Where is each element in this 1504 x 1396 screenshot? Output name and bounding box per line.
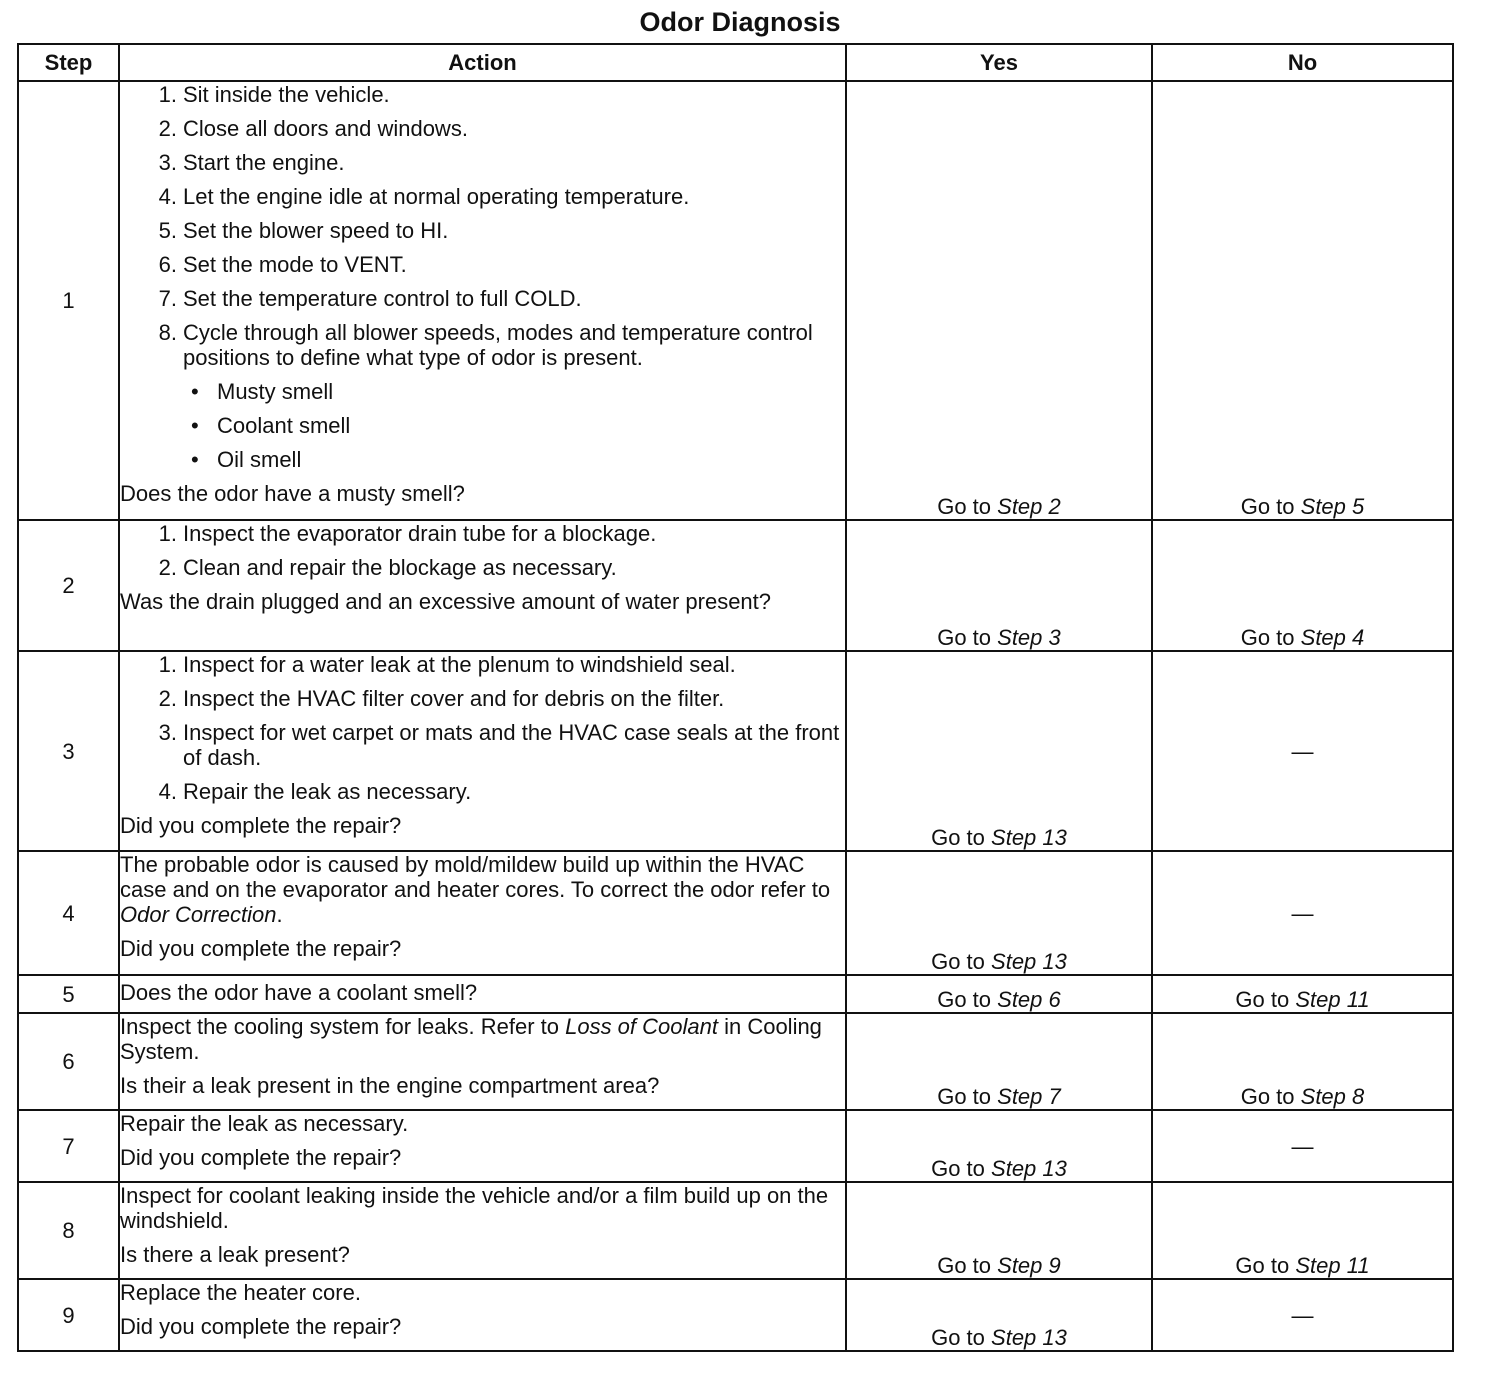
goto-label: Go to — [1240, 494, 1295, 519]
item-text: Set the blower speed to HI. — [183, 218, 449, 243]
action-list — [120, 652, 845, 804]
bullet-icon: • — [191, 413, 199, 438]
goto-label: Go to — [937, 987, 992, 1012]
step-word: Step — [997, 494, 1043, 519]
item-text: Start the engine. — [183, 150, 345, 175]
no-cell — [1152, 1013, 1453, 1110]
action-list — [120, 82, 845, 472]
bullet-text: Coolant smell — [217, 413, 351, 438]
table-row — [18, 81, 1453, 520]
yes-cell — [846, 1182, 1152, 1279]
question-text: Did you complete the repair? — [120, 936, 402, 961]
item-text-with-bullets — [177, 320, 845, 472]
goto-label: Go to — [937, 625, 992, 650]
step-word: Step — [997, 1253, 1043, 1278]
dash: — — [1291, 738, 1314, 764]
item-number: 8. — [158, 320, 177, 345]
item-text: Cycle through all blower speeds, modes and temperature control positions to define what type of odor is present. — [183, 320, 813, 370]
bullet-icon: • — [191, 447, 199, 472]
table-row — [18, 851, 1453, 975]
list-item — [120, 521, 845, 546]
action-cell — [119, 520, 846, 651]
action-paragraph — [120, 852, 845, 927]
no-cell — [1152, 1110, 1453, 1182]
action-paragraph: Repair the leak as necessary. — [120, 1111, 409, 1136]
table-row — [18, 651, 1453, 851]
step-word: Step — [991, 825, 1037, 850]
goto-label: Go to — [931, 1325, 985, 1350]
goto-label: Go to — [1235, 1253, 1290, 1278]
table-row — [18, 1110, 1453, 1182]
reference-link[interactable]: Loss of Coolant — [565, 1014, 718, 1039]
list-item — [120, 116, 845, 141]
table-row — [18, 1182, 1453, 1279]
step-number: 8 — [18, 1182, 119, 1279]
list-item — [120, 652, 845, 677]
action-paragraph: Replace the heater core. — [120, 1280, 361, 1305]
goto-step-link[interactable]: 4 — [1352, 625, 1365, 650]
action-cell — [119, 1013, 846, 1110]
item-number: 1. — [158, 82, 177, 107]
goto-label: Go to — [931, 825, 985, 850]
step-word: Step — [991, 1156, 1037, 1181]
goto-step-link[interactable]: 2 — [1048, 494, 1061, 519]
step-number: 1 — [18, 81, 119, 520]
step-number: 6 — [18, 1013, 119, 1110]
no-cell — [1152, 1279, 1453, 1351]
question-text: Is their a leak present in the engine compartment area? — [120, 1073, 660, 1098]
yes-cell — [846, 975, 1152, 1013]
bullet-item — [183, 413, 845, 438]
step-word: Step — [1295, 1253, 1341, 1278]
goto-step-link[interactable]: 5 — [1352, 494, 1365, 519]
odor-type-list — [183, 379, 845, 472]
step-number: 7 — [18, 1110, 119, 1182]
step-number: 3 — [18, 651, 119, 851]
goto-step-link[interactable]: 9 — [1048, 1253, 1061, 1278]
step-number: 2 — [18, 520, 119, 651]
action-paragraph: Inspect for coolant leaking inside the vehicle and/or a film build up on the windshield. — [120, 1183, 829, 1233]
item-number: 7. — [158, 286, 177, 311]
goto-step-link[interactable]: 6 — [1048, 987, 1061, 1012]
item-number: 1. — [158, 521, 177, 546]
list-item — [120, 720, 845, 770]
list-item — [120, 184, 845, 209]
goto-label: Go to — [1240, 1084, 1295, 1109]
yes-cell — [846, 1110, 1152, 1182]
no-cell — [1152, 851, 1453, 975]
question-text: Is there a leak present? — [120, 1242, 350, 1267]
step-word: Step — [997, 1084, 1043, 1109]
goto-step-link[interactable]: 11 — [1346, 987, 1370, 1012]
yes-cell — [846, 1279, 1152, 1351]
step-number: 4 — [18, 851, 119, 975]
list-item — [120, 686, 845, 711]
question-text: Did you complete the repair? — [120, 813, 402, 838]
action-paragraph — [120, 1014, 845, 1064]
table-row — [18, 975, 1453, 1013]
goto-step-link[interactable]: 13 — [1042, 825, 1067, 850]
list-item — [120, 218, 845, 243]
goto-label: Go to — [937, 1084, 992, 1109]
question-text: Does the odor have a musty smell? — [120, 481, 465, 506]
step-word: Step — [1300, 494, 1346, 519]
step-word: Step — [1300, 1084, 1346, 1109]
item-number: 3. — [158, 720, 177, 745]
step-word: Step — [997, 987, 1043, 1012]
item-text: Inspect the HVAC filter cover and for debris on the filter. — [183, 686, 725, 711]
list-item — [120, 150, 845, 175]
table-row — [18, 1279, 1453, 1351]
action-cell — [119, 1279, 846, 1351]
yes-cell — [846, 81, 1152, 520]
item-number: 3. — [158, 150, 177, 175]
item-text: Inspect the evaporator drain tube for a blockage. — [183, 521, 657, 546]
yes-cell — [846, 520, 1152, 651]
step-word: Step — [991, 1325, 1037, 1350]
list-item — [120, 286, 845, 311]
action-cell — [119, 1182, 846, 1279]
step-word: Step — [1300, 625, 1346, 650]
yes-cell — [846, 1013, 1152, 1110]
goto-step-link[interactable]: 11 — [1346, 1253, 1370, 1278]
step-word: Step — [997, 625, 1043, 650]
step-number: 9 — [18, 1279, 119, 1351]
bullet-item — [183, 379, 845, 404]
item-text: Sit inside the vehicle. — [183, 82, 390, 107]
list-item — [120, 82, 845, 107]
action-cell — [119, 851, 846, 975]
dash: — — [1291, 1302, 1314, 1328]
item-number: 2. — [158, 686, 177, 711]
action-cell — [119, 1110, 846, 1182]
step-word: Step — [991, 949, 1037, 974]
header-yes: Yes — [846, 44, 1152, 81]
yes-cell — [846, 851, 1152, 975]
dash: — — [1291, 900, 1314, 926]
question-text: Did you complete the repair? — [120, 1145, 402, 1170]
goto-label: Go to — [931, 1156, 985, 1181]
goto-step-link[interactable]: 8 — [1352, 1084, 1365, 1109]
question-text: Was the drain plugged and an excessive amount of water present? — [120, 589, 772, 614]
bullet-icon: • — [191, 379, 199, 404]
action-text: Inspect the cooling system for leaks. Refer to — [120, 1014, 566, 1039]
item-text: Clean and repair the blockage as necessary. — [183, 555, 617, 580]
item-text: Set the temperature control to full COLD. — [183, 286, 582, 311]
goto-label: Go to — [1235, 987, 1290, 1012]
reference-link[interactable]: Odor Correction — [120, 902, 277, 927]
action-cell — [119, 651, 846, 851]
bullet-text: Musty smell — [217, 379, 334, 404]
header-no: No — [1152, 44, 1453, 81]
header-row — [18, 44, 1453, 81]
goto-label: Go to — [931, 949, 985, 974]
action-text: in Cooling System. — [120, 1014, 822, 1064]
header-action: Action — [119, 44, 846, 81]
item-text: Set the mode to VENT. — [183, 252, 407, 277]
step-number: 5 — [18, 975, 119, 1013]
item-text: Inspect for a water leak at the plenum to windshield seal. — [183, 652, 736, 677]
goto-step-link[interactable]: 7 — [1048, 1084, 1061, 1109]
action-list — [120, 521, 845, 580]
dash: — — [1291, 1133, 1314, 1159]
goto-step-link[interactable]: 13 — [1042, 949, 1067, 974]
list-item — [120, 555, 845, 580]
action-text: The probable odor is caused by mold/mildew build up within the HVAC case and on the evaporator and heater cores. To correct the odor refer to — [120, 852, 831, 902]
yes-cell — [846, 651, 1152, 851]
action-text: . — [276, 902, 283, 927]
goto-step-link[interactable]: 13 — [1042, 1325, 1067, 1350]
no-cell — [1152, 975, 1453, 1013]
no-cell — [1152, 1182, 1453, 1279]
page-title: Odor Diagnosis — [639, 7, 841, 37]
item-text: Let the engine idle at normal operating temperature. — [183, 184, 690, 209]
header-step: Step — [18, 44, 119, 81]
table-row — [18, 520, 1453, 651]
item-number: 5. — [158, 218, 177, 243]
action-cell — [119, 81, 846, 520]
item-number: 2. — [158, 555, 177, 580]
item-number: 1. — [158, 652, 177, 677]
no-cell — [1152, 651, 1453, 851]
no-cell — [1152, 520, 1453, 651]
goto-step-link[interactable]: 3 — [1048, 625, 1061, 650]
item-text: Close all doors and windows. — [183, 116, 468, 141]
question-text: Did you complete the repair? — [120, 1314, 402, 1339]
list-item — [120, 779, 845, 804]
bullet-text: Oil smell — [217, 447, 302, 472]
goto-label: Go to — [937, 494, 992, 519]
item-number: 4. — [158, 184, 177, 209]
goto-label: Go to — [1240, 625, 1295, 650]
bullet-item — [183, 447, 845, 472]
question-text: Does the odor have a coolant smell? — [120, 980, 478, 1005]
list-item — [120, 320, 845, 472]
item-text: Repair the leak as necessary. — [183, 779, 472, 804]
table-row — [18, 1013, 1453, 1110]
step-word: Step — [1295, 987, 1341, 1012]
item-number: 2. — [158, 116, 177, 141]
goto-label: Go to — [937, 1253, 992, 1278]
item-text: Inspect for wet carpet or mats and the HVAC case seals at the front of dash. — [183, 720, 840, 770]
list-item — [120, 252, 845, 277]
odor-diagnosis-table — [17, 43, 1454, 1352]
action-cell — [119, 975, 846, 1013]
item-number: 4. — [158, 779, 177, 804]
goto-step-link[interactable]: 13 — [1042, 1156, 1067, 1181]
no-cell — [1152, 81, 1453, 520]
item-number: 6. — [158, 252, 177, 277]
